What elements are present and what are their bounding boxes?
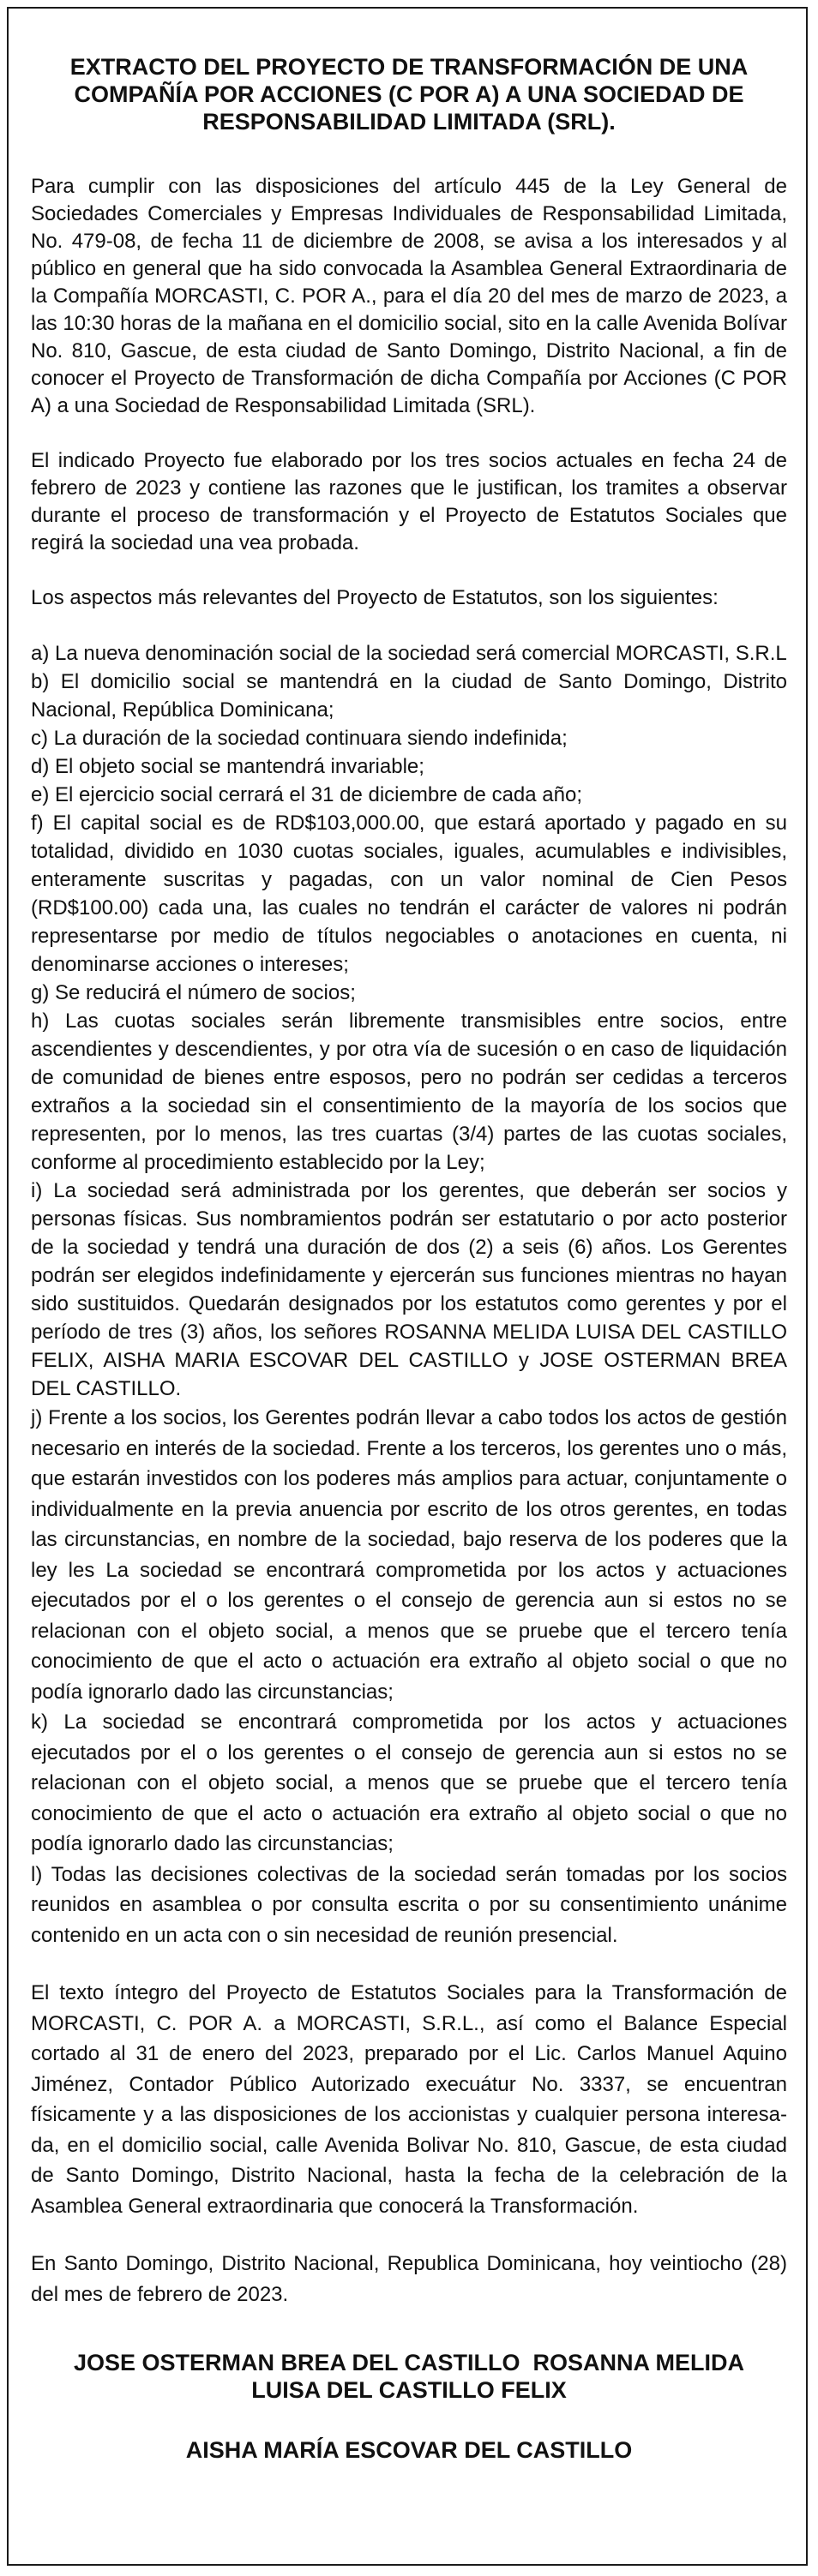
aspects-heading: Los aspectos más relevantes del Proyecto de Estatutos, son los siguientes: — [31, 586, 719, 609]
list-item-k: k) La sociedad se encontrará comprometida por los actos y actuaciones ejecutados por el o los gerentes o el consejo de gerencia aun si estos no se relacionan con el objeto social, a menos que se pruebe que el tercero tenía conocimiento de que el acto o actuación era extraño al objeto social o que no podía ignorarlo dado las circunstancias; — [31, 1710, 787, 1855]
list-item-c: c) La duración de la sociedad continuara siendo indefinida; — [31, 727, 568, 750]
list-item-g: g) Se reducirá el número de socios; — [31, 981, 356, 1004]
aspects-list — [31, 639, 787, 1950]
list-item-a: a) La nueva denominación social de la sociedad será comercial MORCASTI, S.R.L — [31, 642, 787, 665]
legal-notice — [31, 53, 787, 2464]
list-item-h: h) Las cuotas sociales serán libremente transmisibles entre socios, entre ascendientes y descendientes, y por otra vía de sucesión o en caso de liquidación de comunidad de bienes entre esposos, pero no podrán ser cedidas a terceros extraños a la sociedad sin el consentimiento de la mayoría de los socios que representen, por lo menos, las tres cuartas (3/4) partes de las cuotas sociales, conforme al procedimiento establecido por la Ley; — [31, 1009, 787, 1174]
signatories — [31, 2349, 787, 2464]
signer-line-1: JOSE OSTERMAN BREA DEL CASTILLO ROSANNA MELIDA — [73, 2350, 745, 2375]
list-item-i: i) La sociedad será administrada por los gerentes, que deberán ser socios y personas físicas. Sus nombramientos podrán ser estatutario o por acto posterior de la sociedad y tendrá una duración de dos (2) a seis (6) años. Los Gerentes podrán ser elegidos indefinidamente y ejercerán sus funciones mientras no hayan sido sustituidos. Quedarán designados por los estatutos como gerentes y por el período de tres (3) años, los señores ROSANNA MELIDA LUISA DEL CASTILLO FELIX, AISHA MARIA ESCOVAR DEL CASTILLO y JOSE OSTERMAN BREA DEL CASTILLO. — [31, 1179, 787, 1400]
list-item-d: d) El objeto social se mantendrá invariable; — [31, 755, 424, 778]
intro-paragraph: Para cumplir con las disposiciones del artículo 445 de la Ley General de Sociedades Comerciales y Empresas Individuales de Responsabilidad Limitada, No. 479-08, de fecha 11 de diciembre de 2008, se avisa a los interesados y al público en general que ha sido convocada la Asamblea General Extraordinaria de la Compañía MORCASTI, C. POR A., para el día 20 del mes de marzo de 2023, a las 10:30 horas de la mañana en el domicilio social, sito en la calle Avenida Bolívar No. 810, Gascue, de esta ciudad de Santo Domingo, Distrito Nacional, a fin de conocer el Proyecto de Transformación de dicha Compañía por Acciones (C POR A) a una Sociedad de Responsabilidad Limitada (SRL). — [31, 175, 787, 417]
list-item-l: l) Todas las decisiones colectivas de la sociedad serán tomadas por los socios reunidos en asamblea o por consulta escrita o por su consentimiento unánime contenido en un acta con o sin necesidad de reunión presencial. — [31, 1862, 787, 1947]
notice-title: EXTRACTO DEL PROYECTO DE TRANSFORMACIÓN DE UNA COMPAÑÍA POR ACCIONES (C POR A) A UNA SOCIEDAD DE RESPONSABILIDAD LIMITADA (SRL). — [69, 54, 749, 135]
list-item-j: j) Frente a los socios, los Gerentes podrán llevar a cabo todos los actos de gestión necesario en interés de la sociedad. Frente a los terceros, los gerentes uno o más, que estarán investidos con los poderes más amplios para actuar, conjuntamente o individualmente en la previa anuencia por escrito de los otros gerentes, en todas las circunstancias, en nombre de la sociedad, bajo reserva de los poderes que la ley les La sociedad se encontrará comprometida por los actos y actuaciones ejecutados por el o los gerentes o el consejo de gerencia aun si estos no se relacionan con el objeto social, a menos que se pruebe que el tercero tenía conocimiento de que el acto o actuación era extraño al objeto social o que no podía ignorarlo dado las circunstancias; — [31, 1406, 787, 1704]
full-text-paragraph: El texto íntegro del Proyecto de Estatutos Sociales para la Transformación de MORCASTI, C. POR A. a MORCASTI, S.R.L., así como el Balance Especial cortado al 31 de enero del 2023, preparado por el Lic. Carlos Manuel Aquino Jiménez, Contador Público Autorizado execuátur No. 3337, se encuentran físicamente y a las disposiciones de los accionistas y cualquier persona interesa-da, en el domicilio social, calle Avenida Bolivar No. 810, Gascue, de esta ciudad de Santo Domingo, Distrito Nacional, hasta la fecha de la celebración de la Asamblea General extraordinaria que conocerá la Transformación. — [31, 1981, 787, 2218]
closing-paragraph: En Santo Domingo, Distrito Nacional, Republica Dominicana, hoy veintiocho (28) del mes de febrero de 2023. — [31, 2252, 787, 2306]
signer-line-3: AISHA MARÍA ESCOVAR DEL CASTILLO — [185, 2437, 633, 2463]
project-paragraph: El indicado Proyecto fue elaborado por los tres socios actuales en fecha 24 de febrero de 2023 y contiene las razones que le justifican, los tramites a observar durante el proceso de transformación y el Proyecto de Estatutos Sociales que regirá la sociedad una vea probada. — [31, 449, 787, 554]
list-item-b: b) El domicilio social se mantendrá en la ciudad de Santo Domingo, Distrito Nacional, República Dominicana; — [31, 670, 787, 722]
list-item-f: f) El capital social es de RD$103,000.00, que estará aportado y pagado en su totalidad, dividido en 1030 cuotas sociales, iguales, acumulables e indivisibles, enteramente suscritas y pagadas, con un valor nominal de Cien Pesos (RD$100.00) cada una, las cuales no tendrán el carácter de valores ni podrán representarse por medio de títulos negociables o anotaciones en cuenta, ni denominarse acciones o intereses; — [31, 812, 787, 976]
signer-line-2: LUISA DEL CASTILLO FELIX — [251, 2377, 567, 2403]
list-item-e: e) El ejercicio social cerrará el 31 de diciembre de cada año; — [31, 783, 582, 806]
